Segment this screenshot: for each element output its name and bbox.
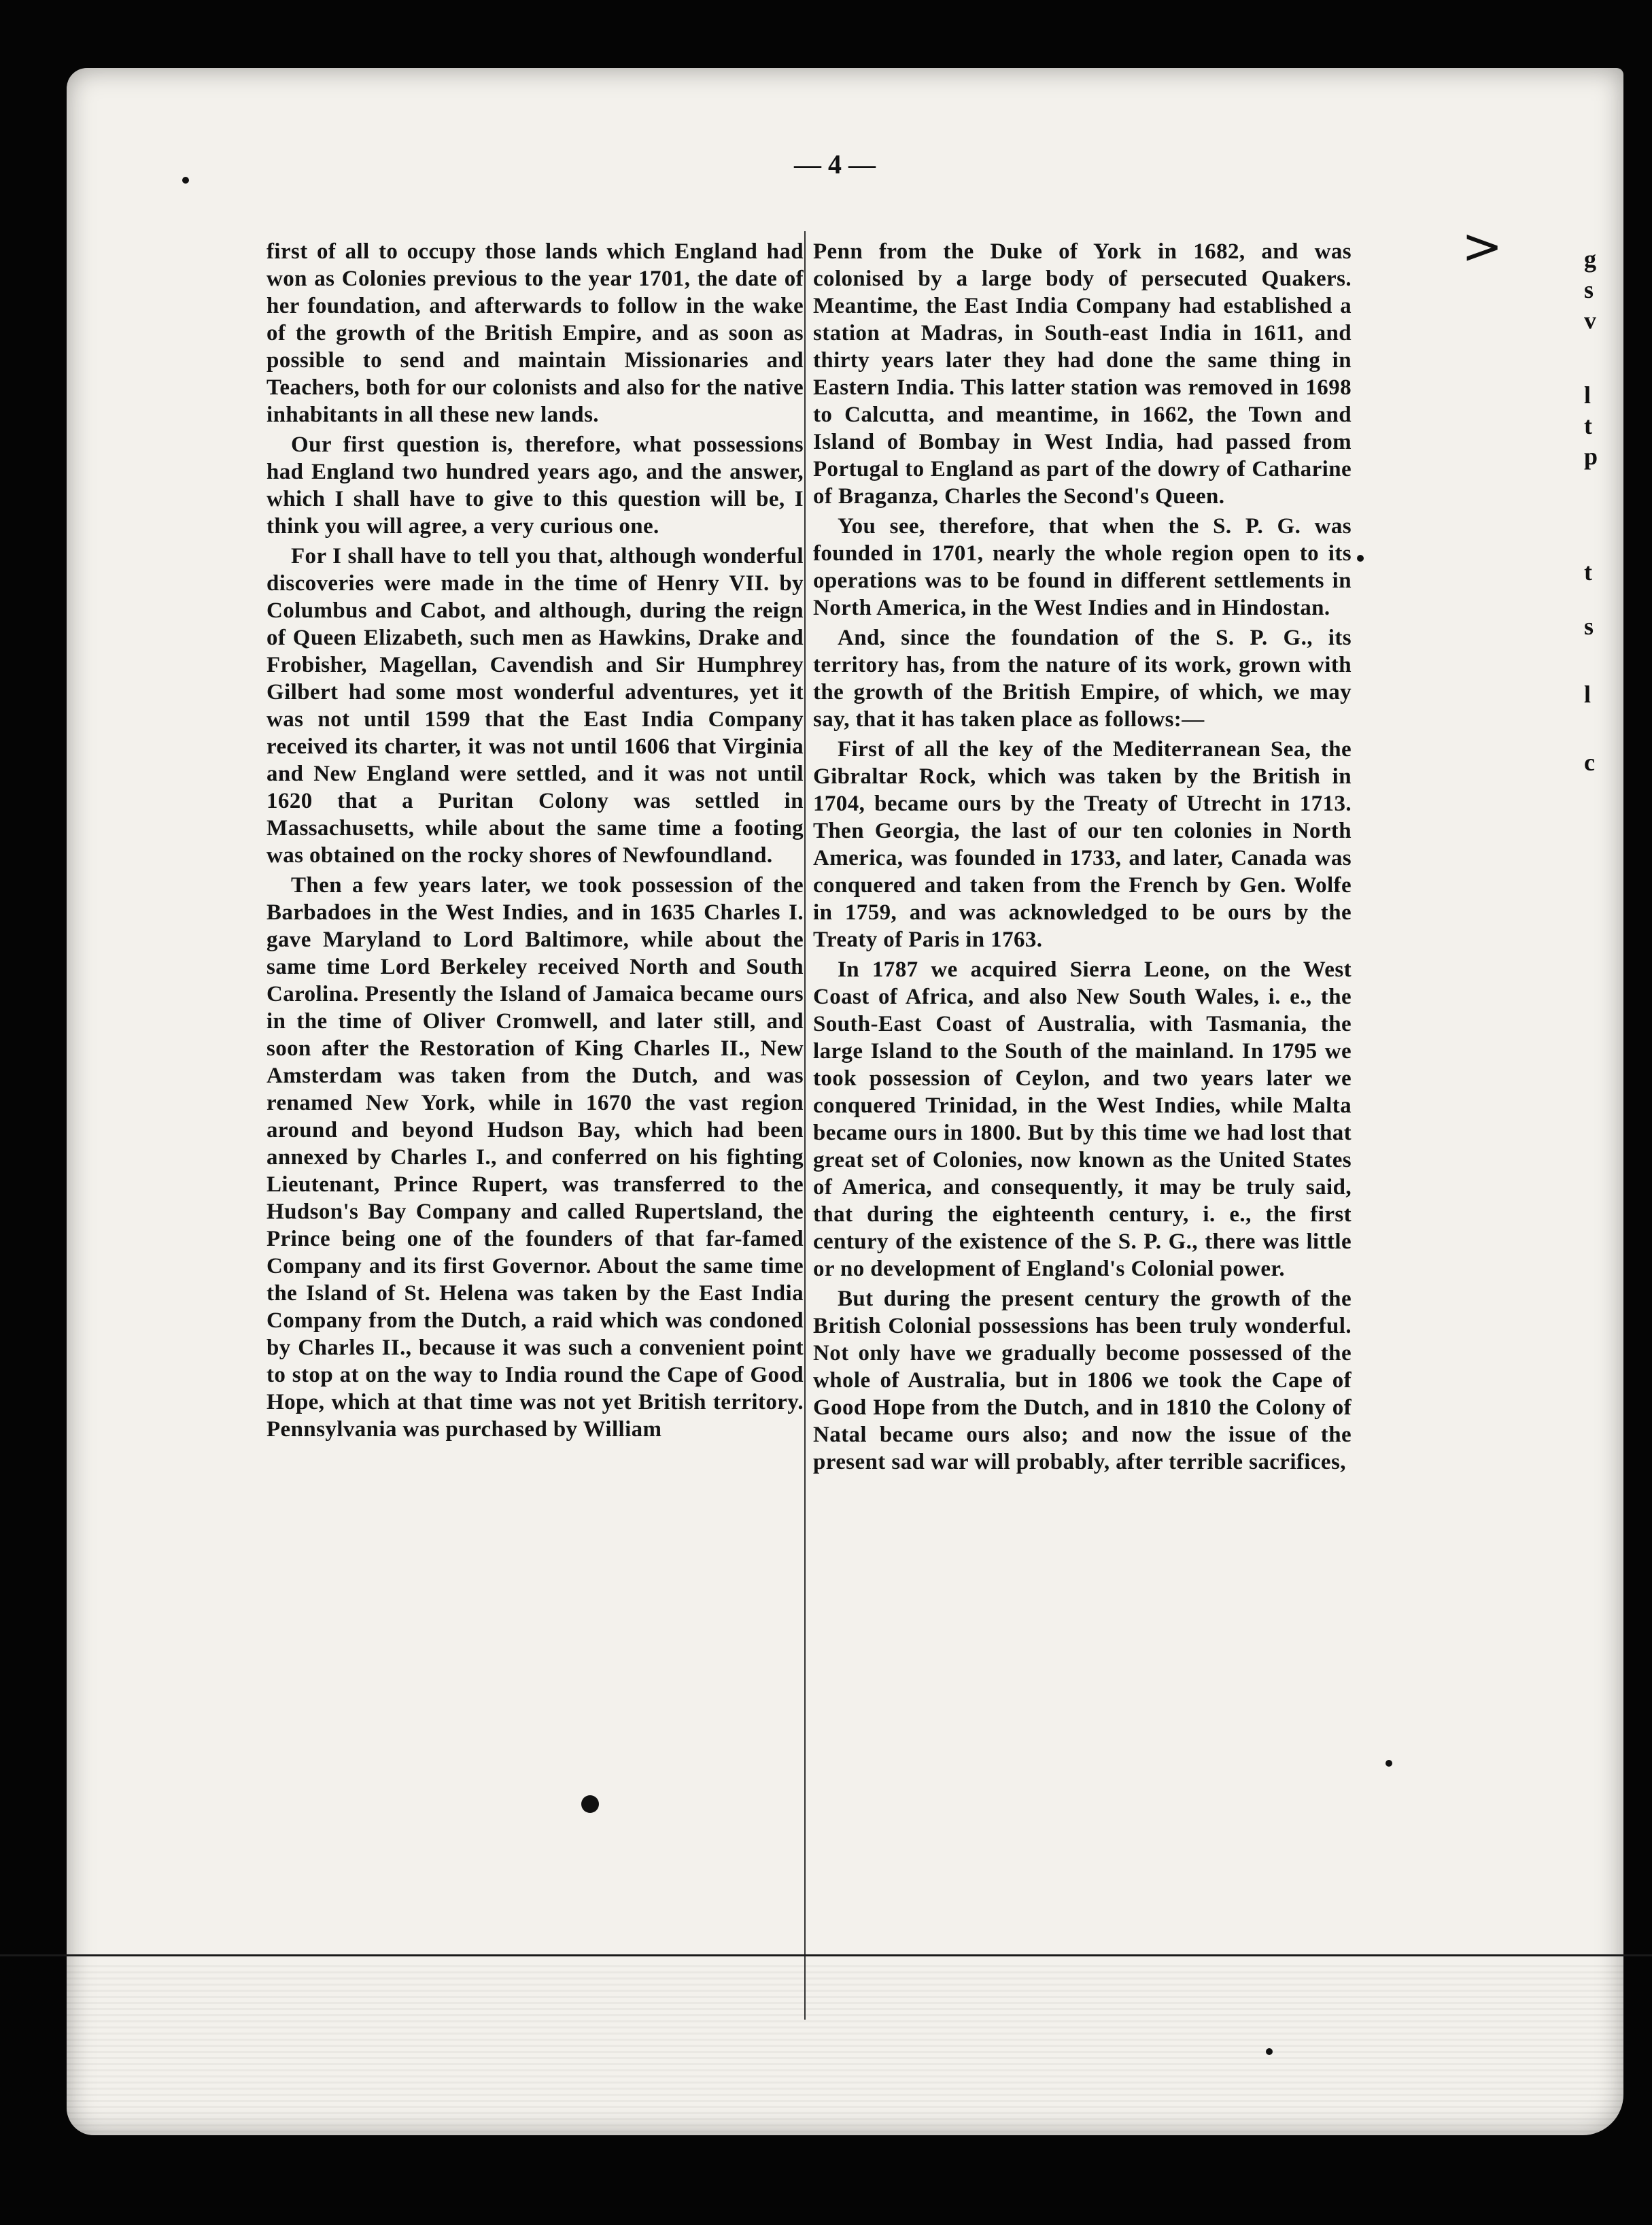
chevron-right-icon: > [1462,218,1503,275]
fragment-letter: s [1584,613,1594,640]
fragment-letter: t [1584,558,1592,585]
paragraph: Then a few years later, we took possession of the Barbadoes in the West Indies, and in 1635 Charles I. gave Maryland to Lord Baltimore, while about the same time Lord Berkeley received North and South Carolina. Presently the Island of Jamaica became ours in the time of Oliver Cromwell, and later still, and soon after the Restoration of King Charles II., New Amsterdam was taken from the Dutch, and was renamed New York, while in 1670 the vast region around and beyond Hudson Bay, which had been annexed by Charles I., and conferred on his fighting Lieutenant, Prince Rupert, was transferred to the Hudson's Bay Company and called Rupertsland, the Prince being one of the founders of that far-famed Company and its first Governor. About the same time the Island of St. Helena was taken by the East India Company from the Dutch, a raid which was condoned by Charles II., because it was such a convenient point to stop at on the way to India round the Cape of Good Hope, which at that time was not yet British territory. Pennsylvania was purchased by William [266,873,804,1442]
paragraph: And, since the foundation of the S. P. G., its territory has, from the nature of its work, grown with the growth of the British Empire, of which, we may say, that it has taken place as follows:— [813,626,1352,732]
paragraph: First of all the key of the Mediterranean Sea, the Gibraltar Rock, which was taken by the British in 1704, became ours by the Treaty of Utrecht in 1713. Then Georgia, the last of our ten colonies in North America, was founded in 1733, and later, Canada was conquered and taken from the French by Gen. Wolfe in 1759, and was acknowledged to be ours by the Treaty of Paris in 1763. [813,737,1352,952]
left-column [266,238,804,1446]
fragment-letter: g [1584,245,1596,273]
right-column [813,238,1352,1478]
fragment-letter: c [1584,749,1595,776]
adjacent-page-fragments [1570,0,1652,2225]
fragment-letter: t [1584,412,1592,439]
ink-speck [1266,2048,1273,2055]
ink-speck [1357,555,1364,562]
fragment-letter: p [1584,443,1598,470]
ink-speck [182,177,189,184]
ink-speck [581,1795,599,1813]
scan-artifact-line [0,1954,1652,1956]
paragraph: In 1787 we acquired Sierra Leone, on the West Coast of Africa, and also New South Wales, i. e., the South-East Coast of Australia, with Tasmania, the large Island to the South of the mainland. In 1795 we took possession of Ceylon, and two years later we conquered Trinidad, in the West Indies, while Malta became ours in 1800. But by this time we had lost that great set of Colonies, now known as the United States of America, and consequently, it may be truly said, that during the eighteenth century, i. e., the first century of the existence of the S. P. G., there was little or no development of England's Colonial power. [813,957,1352,1281]
fragment-letter: l [1584,381,1591,409]
paragraph: For I shall have to tell you that, although wonderful discoveries were made in the time of Henry VII. by Columbus and Cabot, and although, during the reign of Queen Elizabeth, such men as Hawkins, Drake and Frobisher, Magellan, Cavendish and Sir Humphrey Gilbert had some most wonderful adventures, yet it was not until 1599 that the East India Company received its charter, it was not until 1606 that Virginia and New England were settled, and it was not until 1620 that a Puritan Colony was settled in Massachusetts, while about the same time a footing was obtained on the rocky shores of Newfoundland. [266,544,804,868]
paragraph: Our first question is, therefore, what possessions had England two hundred years ago, and the answer, which I shall have to give to this question will be, I think you will agree, a very curious one. [266,432,804,539]
page-number: — 4 — [794,149,876,180]
paragraph: Penn from the Duke of York in 1682, and was colonised by a large body of persecuted Quakers. Meantime, the East India Company had established a station at Madras, in South-east India in 1611, and thirty years later they had done the same thing in Eastern India. This latter station was removed in 1698 to Calcutta, and meantime, in 1662, the Town and Island of Bombay in West India, had passed from Portugal to England as part of the dowry of Catharine of Braganza, Charles the Second's Queen. [813,239,1352,509]
paragraph: But during the present century the growth of the British Colonial possessions has been truly wonderful. Not only have we gradually become possessed of the whole of Australia, but in 1806 we took the Cape of Good Hope from the Dutch, and in 1810 the Colony of Natal became ours also; and now the issue of the present sad war will probably, after terrible sacrifices, [813,1287,1352,1474]
paragraph: You see, therefore, that when the S. P. G. was founded in 1701, nearly the whole region open to its operations was to be found in different settlements in North America, in the West Indies and in Hindostan. [813,514,1352,620]
paragraph: first of all to occupy those lands which England had won as Colonies previous to the year 1701, the date of her foundation, and afterwards to follow in the wake of the growth of the British Empire, and as soon as possible to send and maintain Missionaries and Teachers, both for our colonists and also for the native inhabitants in all these new lands. [266,239,804,427]
fragment-letter: s [1584,276,1594,303]
ink-speck [1386,1760,1392,1767]
fragment-letter: v [1584,307,1596,334]
fragment-letter: l [1584,681,1591,708]
column-divider [804,231,806,2020]
